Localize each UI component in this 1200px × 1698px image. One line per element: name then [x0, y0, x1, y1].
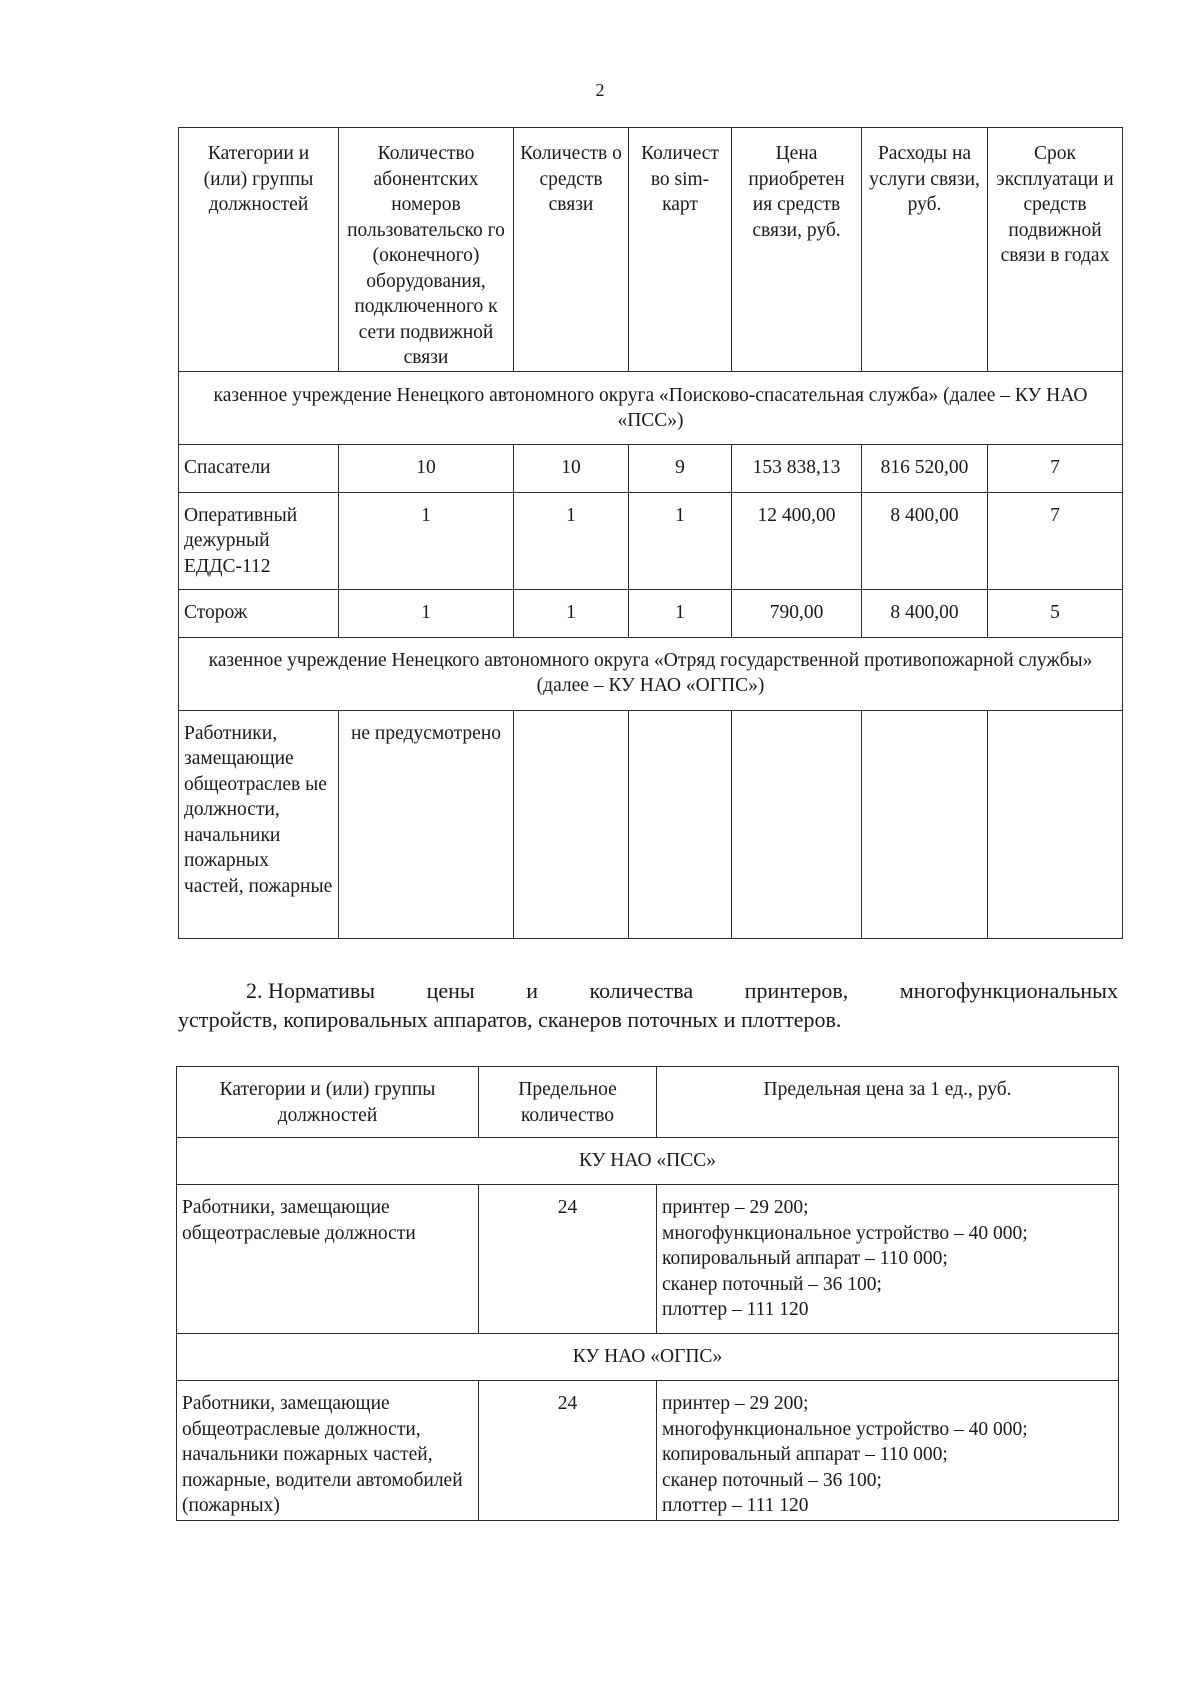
- heading-word: и: [526, 978, 538, 1003]
- role-cell: Работники, замещающие общеотраслевые должности: [177, 1185, 479, 1334]
- price-line: принтер – 29 200;: [662, 1393, 809, 1414]
- value-cell: 7: [988, 444, 1123, 492]
- price-line: сканер поточный – 36 100;: [662, 1469, 882, 1491]
- section-title: казенное учреждение Ненецкого автономного округа «Отряд государственной противопожарной службы» (далее – КУ НАО «ОГПС»): [179, 637, 1123, 710]
- price-cell: [657, 1381, 1119, 1521]
- section-heading: [178, 976, 1118, 1034]
- heading-word: 2. Нормативы: [246, 978, 376, 1003]
- price-cell: [657, 1185, 1119, 1334]
- header-cell: Срок эксплуатаци и средств подвижной связи в годах: [988, 128, 1123, 372]
- value-cell: 10: [339, 444, 514, 492]
- value-cell: 7: [988, 492, 1123, 589]
- header-cell: Предельное количество: [479, 1067, 657, 1138]
- header-cell: Количество абонентских номеров пользовательско го (оконечного) оборудования, подключенного к сети подвижной связи: [339, 128, 514, 372]
- price-line: многофункциональное устройство – 40 000;: [662, 1418, 1028, 1440]
- role-cell: Сторож: [179, 589, 339, 637]
- value-cell: 8 400,00: [862, 492, 988, 589]
- value-cell: 790,00: [732, 589, 862, 637]
- table-row: [179, 492, 1123, 589]
- section-row: [179, 371, 1123, 444]
- value-cell: 1: [339, 589, 514, 637]
- header-cell: Цена приобретен ия средств связи, руб.: [732, 128, 862, 372]
- value-cell: 1: [514, 589, 629, 637]
- value-cell: [514, 710, 629, 938]
- heading-word: многофункциональных: [899, 978, 1118, 1003]
- section-title: КУ НАО «ПСС»: [177, 1138, 1119, 1185]
- table-row: [179, 589, 1123, 637]
- header-cell: Категории и (или) группы должностей: [179, 128, 339, 372]
- table-header-row: [179, 128, 1123, 372]
- value-cell: 9: [629, 444, 732, 492]
- value-cell: 1: [629, 589, 732, 637]
- value-cell: 12 400,00: [732, 492, 862, 589]
- quantity-cell: 24: [479, 1381, 657, 1521]
- section-row: [179, 637, 1123, 710]
- table-row: [179, 710, 1123, 938]
- heading-word: количества: [589, 978, 694, 1003]
- role-cell: Работники, замещающие общеотраслевые должности, начальники пожарных частей, пожарные, водители автомобилей (пожарных): [177, 1381, 479, 1521]
- value-cell: 8 400,00: [862, 589, 988, 637]
- header-cell: Количест во sim-карт: [629, 128, 732, 372]
- heading-word: принтеров,: [744, 978, 849, 1003]
- section-title: КУ НАО «ОГПС»: [177, 1334, 1119, 1381]
- table-row: [177, 1185, 1119, 1334]
- header-cell: Расходы на услуги связи, руб.: [862, 128, 988, 372]
- table-header-row: [177, 1067, 1119, 1138]
- value-cell: 153 838,13: [732, 444, 862, 492]
- price-line: многофункциональное устройство – 40 000;: [662, 1222, 1028, 1244]
- role-cell: Работники, замещающие общеотраслев ые должности, начальники пожарных частей, пожарные: [179, 710, 339, 938]
- value-cell: 1: [514, 492, 629, 589]
- communication-norms-table: [178, 127, 1123, 939]
- header-cell: Категории и (или) группы должностей: [177, 1067, 479, 1138]
- page-number: 2: [595, 80, 605, 100]
- table-row: [177, 1381, 1119, 1521]
- price-line: сканер поточный – 36 100;: [662, 1273, 882, 1295]
- price-line: копировальный аппарат – 110 000;: [662, 1444, 948, 1465]
- heading-word: цены: [426, 978, 475, 1003]
- header-cell: Количеств о средств связи: [514, 128, 629, 372]
- section-heading-line-1: [178, 976, 1118, 1005]
- value-cell: [862, 710, 988, 938]
- header-cell: Предельная цена за 1 ед., руб.: [657, 1067, 1119, 1138]
- price-line: плоттер – 111 120: [662, 1299, 809, 1320]
- section-heading-line-2: устройств, копировальных аппаратов, сканеров поточных и плоттеров.: [178, 1007, 842, 1032]
- price-line: принтер – 29 200;: [662, 1197, 809, 1218]
- value-cell: 1: [629, 492, 732, 589]
- value-cell: 10: [514, 444, 629, 492]
- section-title: казенное учреждение Ненецкого автономного округа «Поисково-спасательная служба» (далее – КУ НАО «ПСС»): [179, 371, 1123, 444]
- value-cell: [732, 710, 862, 938]
- value-cell: 1: [339, 492, 514, 589]
- equipment-norms-table: [176, 1066, 1119, 1521]
- price-line: плоттер – 111 120: [662, 1495, 809, 1516]
- value-cell: 816 520,00: [862, 444, 988, 492]
- quantity-cell: 24: [479, 1185, 657, 1334]
- value-cell: [988, 710, 1123, 938]
- value-cell: 5: [988, 589, 1123, 637]
- section-row: [177, 1138, 1119, 1185]
- value-cell: [629, 710, 732, 938]
- price-line: копировальный аппарат – 110 000;: [662, 1248, 948, 1269]
- role-cell: Оперативный дежурный ЕДДС-112: [179, 492, 339, 589]
- section-row: [177, 1334, 1119, 1381]
- table-row: [179, 444, 1123, 492]
- role-cell: Спасатели: [179, 444, 339, 492]
- value-cell: не предусмотрено: [339, 710, 514, 938]
